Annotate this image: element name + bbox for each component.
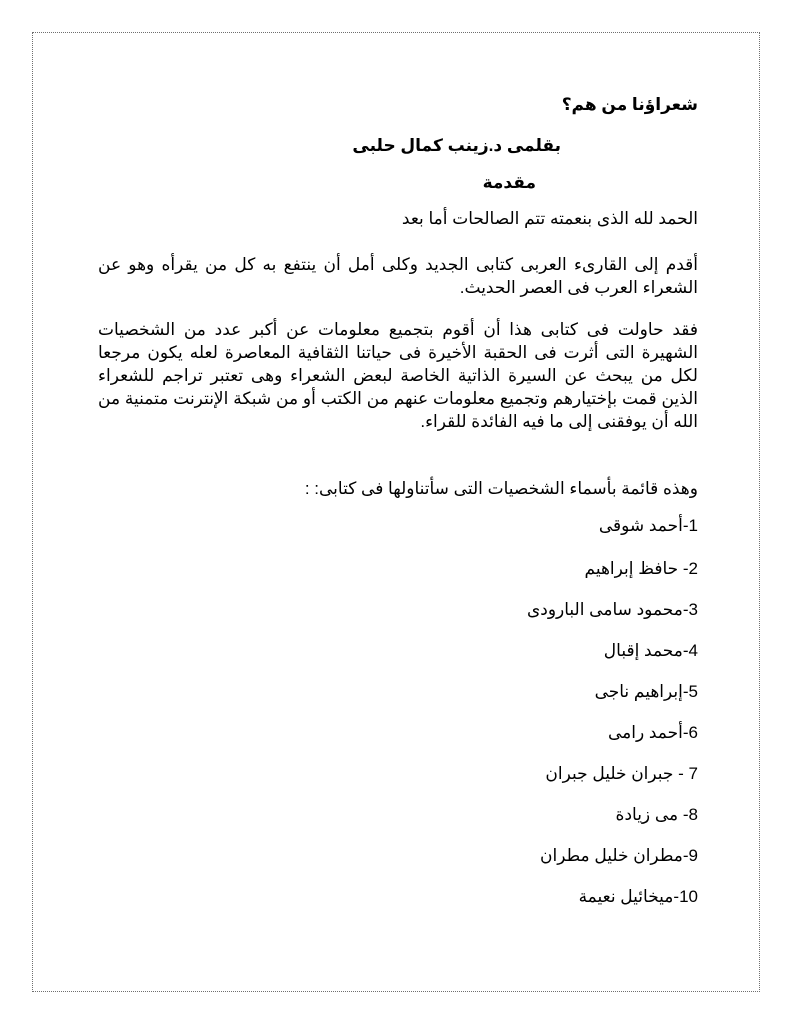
author-line: بقلمى د.زينب كمال حلبى: [352, 136, 561, 155]
poet-item-2: 2- حافظ إبراهيم: [584, 559, 698, 578]
paragraph-1: أقدم إلى القارىء العربى كتابى الجديد وكلى أمل أن ينتفع به كل من يقرأه وهو عن الشعراء العرب فى العصر الحديث.: [98, 255, 698, 297]
document-title: شعراؤنا من هم؟: [561, 95, 698, 114]
opening-line: الحمد لله الذى بنعمته تتم الصالحات أما بعد: [401, 209, 698, 228]
poet-item-3: 3-محمود سامى البارودى: [526, 600, 698, 619]
poet-item-9: 9-مطران خليل مطران: [540, 846, 698, 865]
poet-item-7: 7 - جبران خليل جبران: [545, 764, 698, 783]
paragraph-2: فقد حاولت فى كتابى هذا أن أقوم بتجميع معلومات عن أكبر عدد من الشخصيات الشهيرة التى أثرت فى الحقبة الأخيرة فى حياتنا الثقافية المعاصرة لعله يكون مرجعا لكل من يبحث عن السيرة الذاتية الخاصة لبعض الشعراء وهى تعتبر تراجم للشعراء الذين قمت بإختيارهم وتجميع معلومات عنهم من الكتب أو من شبكة الإنترنت متمنية من الله أن يوفقنى إلى ما فيه الفائدة للقراء.: [98, 320, 698, 431]
intro-heading: مقدمة: [482, 173, 536, 192]
poet-item-1: 1-أحمد شوقى: [598, 516, 698, 535]
poet-item-5: 5-إبراهيم ناجى: [594, 682, 698, 701]
document-body: [98, 0, 698, 1024]
poet-item-8: 8- مى زيادة: [615, 805, 698, 824]
poet-item-6: 6-أحمد رامى: [607, 723, 698, 742]
list-intro: وهذه قائمة بأسماء الشخصيات التى سأتناولها فى كتابى: :: [304, 479, 698, 498]
poet-item-4: 4-محمد إقبال: [603, 641, 698, 660]
poet-item-10: 10-ميخائيل نعيمة: [578, 887, 698, 906]
